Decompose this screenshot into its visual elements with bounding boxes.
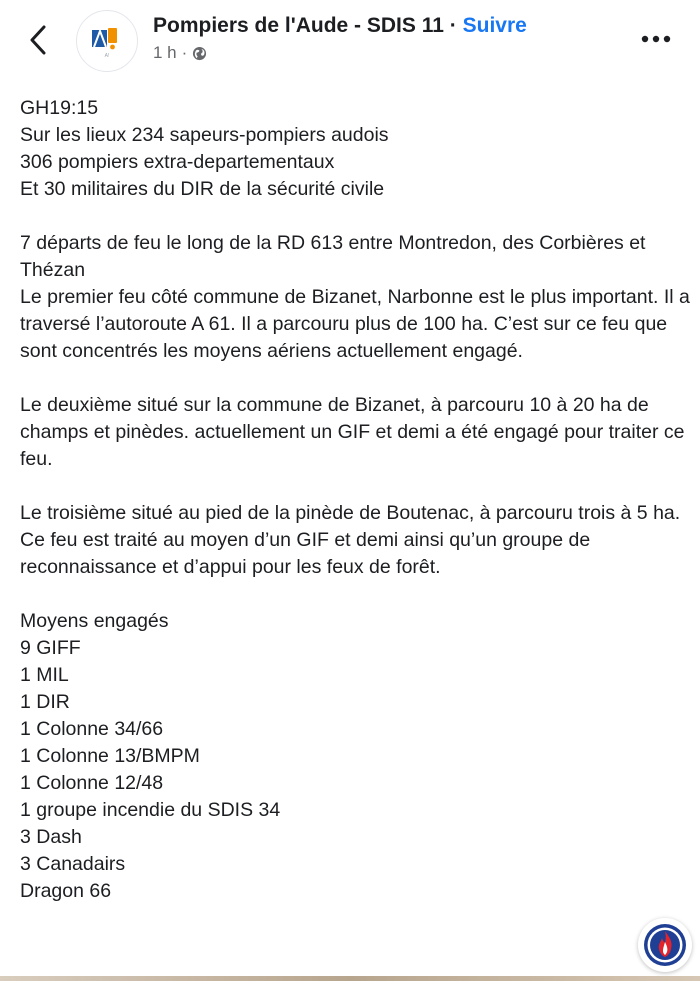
paragraph-gap bbox=[20, 203, 690, 230]
avatar-logo-text: A! bbox=[104, 53, 110, 59]
paragraph-2 bbox=[20, 230, 690, 365]
post-line: Et 30 militaires du DIR de la sécurité civile bbox=[20, 178, 385, 200]
resource-item: 1 MIL bbox=[20, 664, 69, 686]
paragraph-gap bbox=[20, 365, 690, 392]
resource-item: 9 GIFF bbox=[20, 637, 81, 659]
resource-item: 1 Colonne 34/66 bbox=[20, 718, 164, 740]
follow-button[interactable]: Suivre bbox=[462, 14, 527, 37]
post-body bbox=[20, 95, 690, 905]
post-meta bbox=[153, 43, 207, 63]
post-line: Le deuxième situé sur la commune de Bizanet, à parcouru 10 à 20 ha de champs et pinèdes. actuellement un GIF et demi a été engagé pour traiter ce feu. bbox=[20, 394, 685, 470]
bottom-divider bbox=[0, 976, 700, 981]
resource-item: 1 groupe incendie du SDIS 34 bbox=[20, 799, 281, 821]
title-separator: · bbox=[449, 14, 457, 37]
paragraph-4 bbox=[20, 500, 690, 581]
meta-separator: · bbox=[181, 43, 188, 62]
more-horizontal-icon bbox=[641, 35, 671, 43]
resource-item: 3 Dash bbox=[20, 826, 82, 848]
post-line: Le troisième situé au pied de la pinède de Boutenac, à parcouru trois à 5 ha. Ce feu est traité au moyen d’un GIF et demi ainsi qu’un groupe de reconnaissance et d’appui pour les feux de forêt. bbox=[20, 502, 681, 578]
paragraph-3 bbox=[20, 392, 690, 473]
post-line: 7 départs de feu le long de la RD 613 entre Montredon, des Corbières et Thézan bbox=[20, 232, 646, 281]
post-line: GH19:15 bbox=[20, 97, 99, 119]
post-line: 306 pompiers extra-departementaux bbox=[20, 151, 335, 173]
resource-item: 1 DIR bbox=[20, 691, 70, 713]
post-line: Sur les lieux 234 sapeurs-pompiers audois bbox=[20, 124, 389, 146]
back-button[interactable] bbox=[22, 22, 54, 58]
page-name-link[interactable]: Pompiers de l'Aude - SDIS 11 bbox=[153, 14, 444, 37]
sdis-logo-icon bbox=[77, 11, 137, 71]
resource-item: 1 Colonne 13/BMPM bbox=[20, 745, 200, 767]
more-options-button[interactable] bbox=[636, 24, 676, 54]
resource-item: 3 Canadairs bbox=[20, 853, 126, 875]
chevron-left-icon bbox=[29, 25, 47, 55]
resource-item: 1 Colonne 12/48 bbox=[20, 772, 164, 794]
resources-list bbox=[20, 608, 690, 905]
paragraph-gap bbox=[20, 473, 690, 500]
post-header bbox=[0, 0, 700, 80]
globe-icon bbox=[192, 46, 207, 61]
fire-safety-badge-icon bbox=[642, 922, 688, 968]
post-line: Le premier feu côté commune de Bizanet, Narbonne est le plus important. Il a traversé l’autoroute A 61. Il a parcouru plus de 100 ha. C’est sur ce feu que sont concentrés les moyens aériens actuellement engagé. bbox=[20, 286, 690, 362]
paragraph-1 bbox=[20, 95, 690, 203]
paragraph-gap bbox=[20, 581, 690, 608]
floating-badge-button[interactable] bbox=[638, 918, 692, 972]
resource-item: Dragon 66 bbox=[20, 880, 112, 902]
post-time[interactable]: 1 h bbox=[153, 43, 177, 62]
page-title bbox=[153, 13, 527, 39]
avatar[interactable] bbox=[76, 10, 138, 72]
resources-heading: Moyens engagés bbox=[20, 610, 169, 632]
